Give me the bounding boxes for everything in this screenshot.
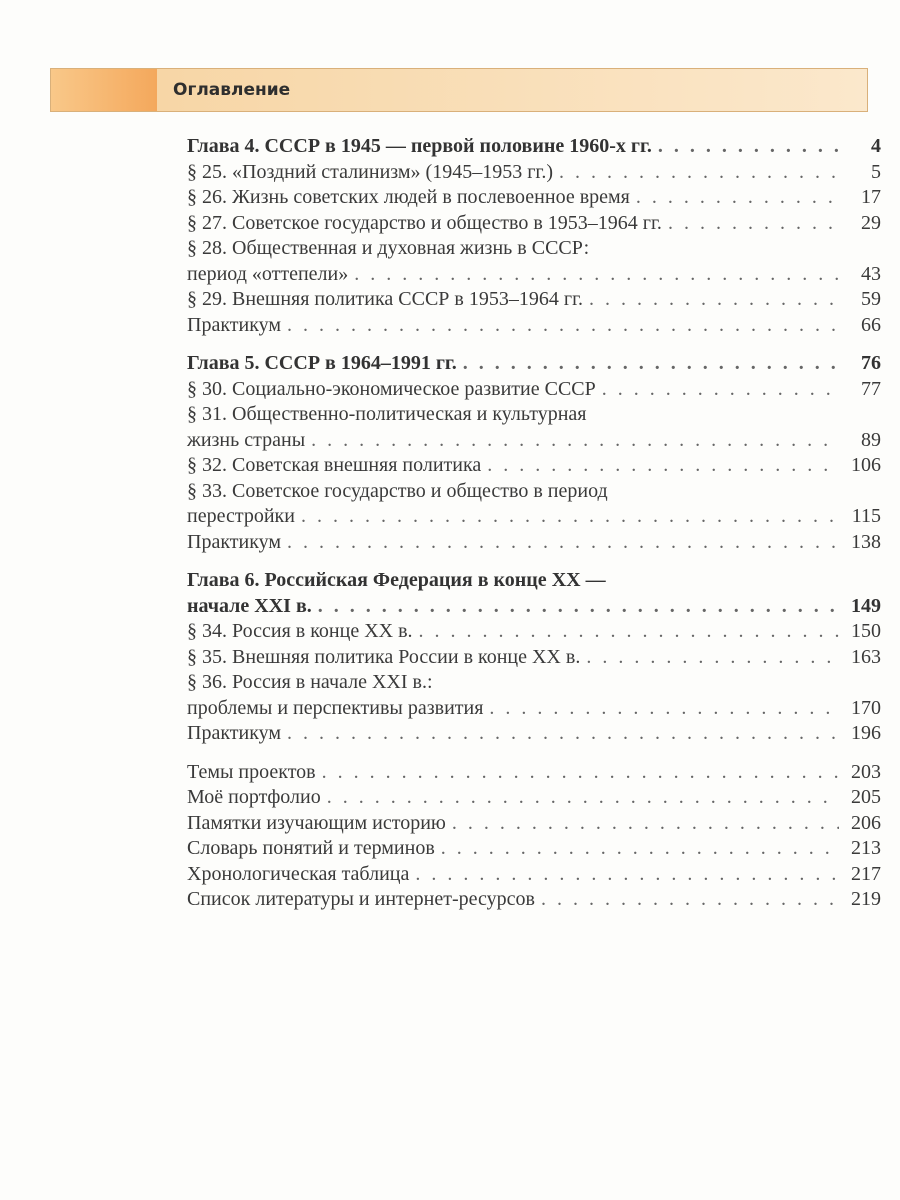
dot-leader [415, 862, 839, 888]
dot-leader [287, 530, 839, 556]
toc-page-number: 77 [861, 377, 881, 400]
toc-entry-row [187, 645, 881, 671]
toc-entry-title: § 27. Советское государство и общество в 1953–1964 гг. [187, 211, 662, 234]
dot-leader [487, 453, 839, 479]
toc-entry-row [187, 504, 881, 530]
toc-entry-title: Словарь понятий и терминов [187, 837, 435, 859]
toc-entry-row [187, 836, 881, 862]
toc-page-number: 43 [861, 262, 881, 285]
toc-page-number: 217 [851, 862, 881, 885]
toc-entry-row [187, 211, 881, 237]
toc-entry-title: Глава 4. СССР в 1945 — первой половине 1960-х гг. [187, 135, 652, 157]
toc-entry-row [187, 453, 881, 479]
toc-entry-title: § 32. Советская внешняя политика [187, 454, 482, 476]
toc-entry-title: начале XXI в. [187, 594, 312, 617]
dot-leader [452, 811, 839, 837]
toc-entry-title: Глава 5. СССР в 1964–1991 гг. [187, 352, 457, 374]
toc-entry-title: § 34. Россия в конце XX в. [187, 620, 413, 642]
toc-chapter-row [187, 568, 881, 594]
toc-page-number: 203 [851, 760, 881, 783]
toc-entry-row [187, 887, 881, 913]
toc-entry-title: § 31. Общественно-политическая и культурная [187, 403, 587, 425]
dot-leader [322, 760, 839, 786]
toc-entry-title: жизнь страны [187, 428, 306, 451]
toc-group [187, 351, 881, 555]
toc-entry-title: Практикум [187, 722, 282, 744]
toc-page-number: 115 [851, 505, 881, 527]
toc-entry-title: § 30. Социально-экономическое развитие СССР [187, 377, 596, 400]
toc-entry-title: Список литературы и интернет-ресурсов [187, 888, 535, 910]
toc-entry-row [187, 862, 881, 888]
toc-page-number: 163 [851, 645, 881, 668]
toc-chapter-row [187, 351, 881, 377]
dot-leader [541, 887, 839, 913]
toc-entry-title: § 26. Жизнь советских людей в послевоенное время [187, 186, 630, 208]
dot-leader [301, 504, 839, 530]
toc-page-number: 150 [851, 620, 881, 642]
toc-entry-row [187, 530, 881, 556]
header-accent-block [51, 69, 157, 111]
toc-chapter-row [187, 594, 881, 620]
toc-page-number: 59 [861, 288, 881, 310]
dot-leader [318, 594, 839, 620]
toc-page-number: 170 [851, 696, 881, 719]
toc-entry-row [187, 696, 881, 722]
toc-title: Оглавление [173, 80, 291, 100]
toc-header [50, 68, 868, 112]
toc-entry-title: § 35. Внешняя политика России в конце XX в. [187, 645, 581, 668]
toc-entry-row [187, 160, 881, 186]
toc-entry-title: § 25. «Поздний сталинизм» (1945–1953 гг.) [187, 160, 554, 183]
toc-entry-row [187, 262, 881, 288]
dot-leader [586, 645, 839, 671]
dot-leader [636, 185, 839, 211]
dot-leader [419, 619, 839, 645]
toc-entry-row [187, 670, 881, 696]
toc-page-number: 17 [861, 186, 881, 208]
toc-group [187, 134, 881, 338]
toc-page-number: 138 [851, 530, 881, 553]
dot-leader [668, 211, 839, 237]
toc-page-number: 206 [851, 811, 881, 834]
toc-entry-row [187, 236, 881, 262]
toc-entry-row [187, 479, 881, 505]
toc-page-number: 5 [871, 160, 881, 183]
toc-entry-row [187, 402, 881, 428]
toc-entry-title: Глава 6. Российская Федерация в конце XX — [187, 569, 606, 591]
toc-entry-row [187, 428, 881, 454]
dot-leader [559, 160, 839, 186]
toc-entry-row [187, 785, 881, 811]
toc-entry-title: Хронологическая таблица [187, 862, 410, 885]
dot-leader [441, 836, 839, 862]
table-of-contents [187, 134, 881, 913]
toc-page-number: 205 [851, 786, 881, 808]
dot-leader [589, 287, 839, 313]
dot-leader [327, 785, 839, 811]
toc-page-number: 4 [871, 135, 881, 157]
toc-entry-row [187, 185, 881, 211]
toc-page-number: 213 [851, 837, 881, 859]
dot-leader [287, 721, 839, 747]
toc-page-number: 219 [851, 888, 881, 910]
toc-page-number: 196 [851, 722, 881, 744]
toc-entry-title: период «оттепели» [187, 262, 349, 285]
toc-entry-row [187, 760, 881, 786]
toc-group [187, 568, 881, 747]
toc-page-number: 76 [861, 352, 881, 374]
toc-entry-title: § 28. Общественная и духовная жизнь в СССР: [187, 237, 590, 259]
dot-leader [602, 377, 839, 403]
toc-page-number: 89 [861, 428, 881, 451]
dot-leader [354, 262, 839, 288]
toc-entry-row [187, 619, 881, 645]
toc-page-number: 106 [851, 454, 881, 476]
toc-chapter-row [187, 134, 881, 160]
toc-entry-title: Памятки изучающим историю [187, 811, 446, 834]
toc-entry-title: § 33. Советское государство и общество в период [187, 479, 608, 502]
toc-entry-row [187, 377, 881, 403]
dot-leader [311, 428, 839, 454]
toc-group [187, 760, 881, 913]
dot-leader [287, 313, 839, 339]
toc-entry-title: § 36. Россия в начале XXI в.: [187, 671, 433, 693]
toc-entry-row [187, 313, 881, 339]
toc-entry-row [187, 287, 881, 313]
header-bar [157, 69, 867, 111]
toc-entry-title: Темы проектов [187, 760, 316, 783]
toc-entry-title: § 29. Внешняя политика СССР в 1953–1964 гг. [187, 288, 584, 310]
toc-entry-row [187, 811, 881, 837]
toc-entry-title: Практикум [187, 530, 282, 553]
dot-leader [658, 134, 839, 160]
toc-page-number: 66 [861, 313, 881, 336]
toc-page-number: 149 [851, 594, 881, 617]
toc-entry-title: Моё портфолио [187, 786, 321, 808]
toc-entry-row [187, 721, 881, 747]
toc-entry-title: проблемы и перспективы развития [187, 696, 484, 719]
dot-leader [489, 696, 839, 722]
toc-entry-title: перестройки [187, 505, 295, 527]
toc-page-number: 29 [861, 211, 881, 234]
dot-leader [463, 351, 839, 377]
toc-entry-title: Практикум [187, 313, 282, 336]
